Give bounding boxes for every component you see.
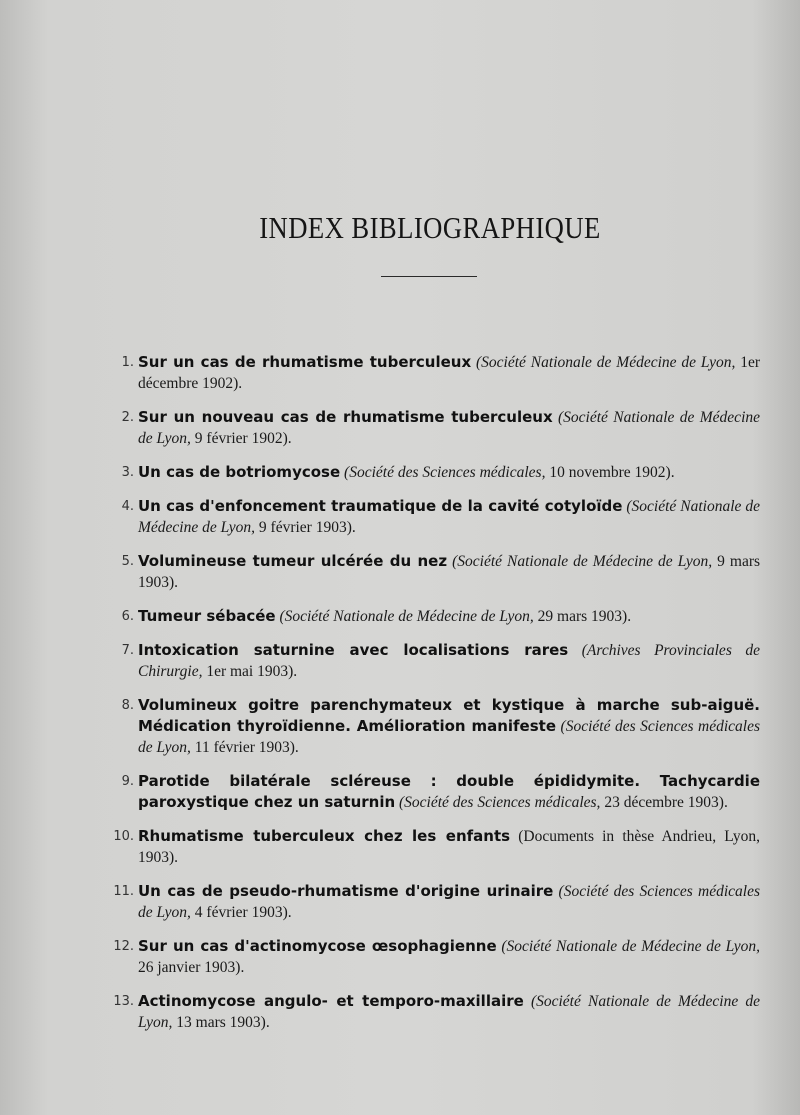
entry-date: 9 mars 1903). <box>138 553 761 591</box>
bibliography-entry <box>108 991 760 1033</box>
entry-source: (Archives Provinciales <box>581 642 732 659</box>
entry-number: 2. <box>121 410 134 425</box>
entry-number: 8. <box>121 698 134 713</box>
entry-source-cont: de Médecine de Lyon, <box>138 409 760 447</box>
entry-source-cont: de Lyon, <box>681 354 736 371</box>
bibliography-entry <box>108 551 760 593</box>
entry-title: Rhumatisme tuberculeux chez les enfants <box>138 827 511 845</box>
entry-source: (Société Nationale de Médecine de Lyon, <box>279 608 534 625</box>
entry-date: 1er décembre 1902). <box>138 354 761 392</box>
bibliography-entry <box>108 936 760 978</box>
entry-number: 5. <box>121 554 134 569</box>
entry-date: 11 février 1903). <box>194 739 299 756</box>
entry-date: Lyon, 1903). <box>138 828 761 866</box>
entry-number: 11. <box>113 884 134 899</box>
entry-title: Volumineuse tumeur ulcérée du nez <box>138 552 448 570</box>
entry-source-cont: Lyon, <box>677 553 713 570</box>
entry-number: 3. <box>121 465 134 480</box>
entry-number: 12. <box>113 939 134 954</box>
entry-date: 4 février 1903). <box>194 904 292 921</box>
entry-title: Un cas de botriomycose <box>138 463 341 481</box>
bibliography-entry <box>108 771 760 813</box>
entry-title: Actinomycose angulo- et temporo-maxillaire <box>138 992 524 1010</box>
bibliography-entry <box>108 826 760 868</box>
bibliography-entry <box>108 352 760 394</box>
entry-title: Sur un cas de rhumatisme tuberculeux <box>138 353 472 371</box>
entry-source: (Société Nationale <box>558 409 675 426</box>
entry-number: 4. <box>121 499 134 514</box>
entry-title: Un cas d'enfoncement traumatique de la cavité cotyloïde <box>138 497 623 515</box>
entry-source: (Documents in thèse Andrieu, <box>518 828 717 845</box>
entry-source: (Société <box>560 718 611 735</box>
entry-title: Sur un cas d'actinomycose œsophagienne <box>138 937 497 955</box>
entry-date: 10 novembre 1902). <box>549 464 675 481</box>
entry-source: (Société <box>626 498 677 515</box>
entry-number: 6. <box>121 609 134 624</box>
entry-title: Parotide bilatérale scléreuse : double épididymite. Tachycardie paroxystique chez un saturnin <box>138 772 760 811</box>
entry-source: (Société Nationale de Médecine de <box>452 553 673 570</box>
bibliography-entry <box>108 695 760 758</box>
entry-title: Un cas de pseudo-rhumatisme d'origine urinaire <box>138 882 554 900</box>
entry-date: 13 mars 1903). <box>176 1014 270 1031</box>
bibliography-entry <box>108 606 760 627</box>
entry-source: (Société des Sciences médicales, <box>344 464 546 481</box>
entry-number: 1. <box>121 355 134 370</box>
title-rule <box>381 276 477 277</box>
entry-source-cont: médicales de Lyon, <box>138 883 761 921</box>
entry-date: 9 février 1902). <box>194 430 292 447</box>
entry-date: 26 janvier 1903). <box>138 959 245 976</box>
bibliography-entry <box>108 881 760 923</box>
bibliography-list <box>108 352 760 1046</box>
entry-source: (Société Nationale de Médecine <box>501 938 702 955</box>
bibliography-entry <box>108 407 760 449</box>
bibliography-entry <box>108 640 760 682</box>
entry-title: Sur un nouveau cas de rhumatisme tuberculeux <box>138 408 553 426</box>
entry-source-cont: Nationale de Médecine de Lyon, <box>138 498 760 536</box>
entry-source: (Société Nationale de Médecine <box>476 354 677 371</box>
entry-source-cont: de Chirurgie, <box>138 642 761 680</box>
entry-number: 10. <box>113 829 134 844</box>
entry-date: 9 février 1903). <box>258 519 356 536</box>
entry-source-cont: de Lyon, <box>706 938 760 955</box>
entry-title: Volumineux goitre parenchymateux et kystique à marche sub-aiguë. Médication thyroïdienne. Amélioration manifeste <box>138 696 760 735</box>
entry-number: 9. <box>121 774 134 789</box>
entry-source-cont: des Sciences médicales de Lyon, <box>138 718 761 756</box>
entry-date: 23 décembre 1903). <box>604 794 728 811</box>
entry-date: 1er mai 1903). <box>206 663 298 680</box>
entry-source: (Société des Sciences médicales, <box>399 794 601 811</box>
bibliography-entry <box>108 496 760 538</box>
entry-title: Tumeur sébacée <box>138 607 276 625</box>
bibliography-entry <box>108 462 760 483</box>
entry-date: 29 mars 1903). <box>537 608 632 625</box>
entry-number: 13. <box>113 994 134 1009</box>
entry-source: (Société Nationale de Médecine de Lyon, <box>138 993 760 1031</box>
entry-source: (Société des Sciences <box>558 883 693 900</box>
entry-title: Intoxication saturnine avec localisations rares <box>138 641 569 659</box>
page-title: INDEX BIBLIOGRAPHIQUE <box>259 210 601 245</box>
entry-number: 7. <box>121 643 134 658</box>
